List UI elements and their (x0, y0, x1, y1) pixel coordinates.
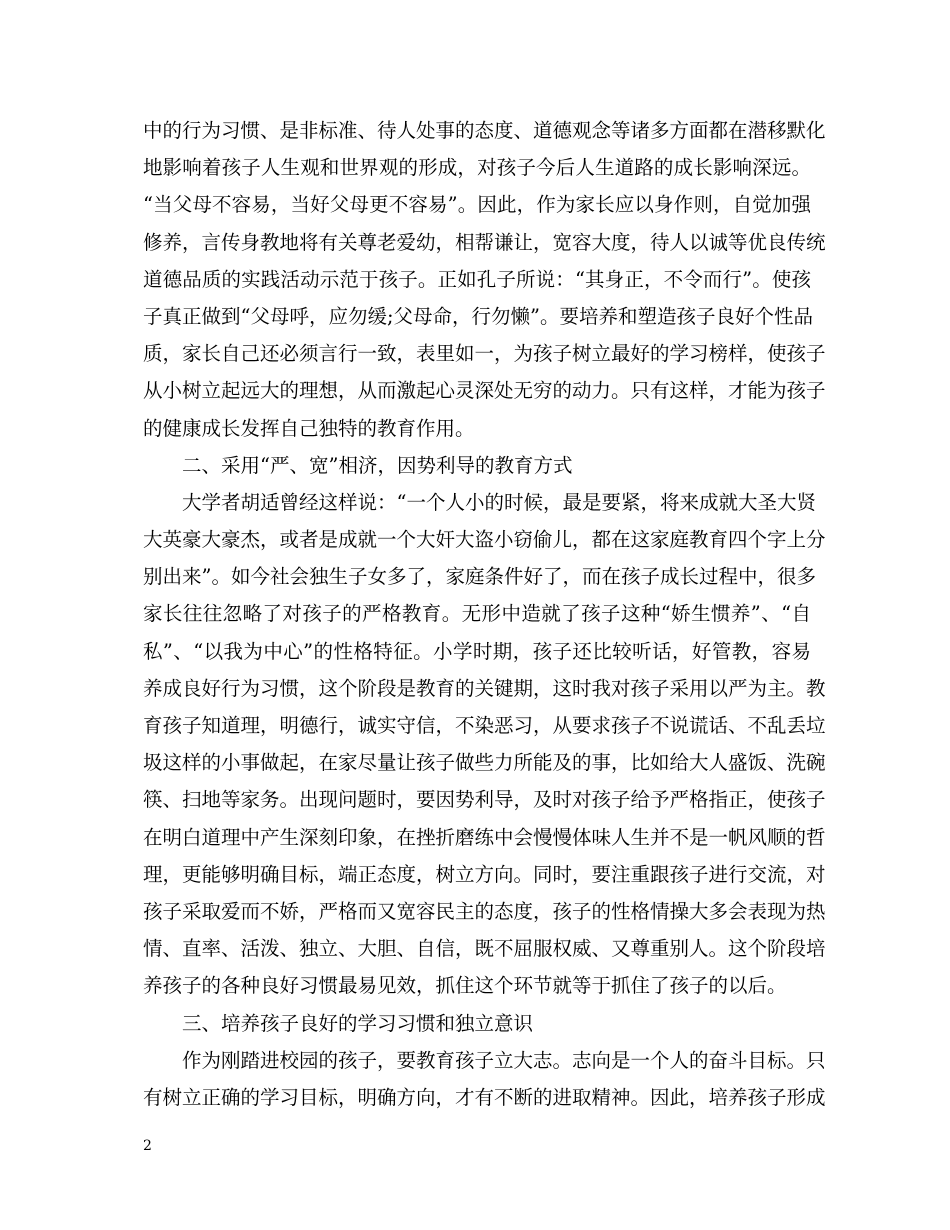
text-line: 大英豪大豪杰，或者是成就一个大奸大盗小窃偷儿，都在这家庭教育四个字上分 (143, 528, 826, 552)
text-line: 作为刚踏进校园的孩子，要教育孩子立大志。志向是一个人的奋斗目标。只 (182, 1048, 826, 1072)
page-number: 2 (143, 1138, 152, 1154)
text-line: 道德品质的实践活动示范于孩子。正如孔子所说：“其身正，不令而行”。使孩 (143, 267, 811, 291)
text-line: 在明白道理中产生深刻印象，在挫折磨练中会慢慢体味人生并不是一帆风顺的哲 (143, 825, 826, 849)
text-line: 的健康成长发挥自己独特的教育作用。 (143, 416, 475, 440)
text-line: 孩子采取爱而不娇，严格而又宽容民主的态度，孩子的性格情操大多会表现为热 (143, 899, 826, 923)
text-line: 养成良好行为习惯，这个阶段是教育的关键期，这时我对孩子采用以严为主。教 (143, 676, 826, 700)
text-line: 子真正做到“父母呼，应勿缓;父母命，行勿懒”。要培养和塑造孩子良好个性品 (143, 304, 814, 328)
body-text (143, 112, 826, 1116)
text-line: 养孩子的各种良好习惯最易见效，抓住这个环节就等于抓住了孩子的以后。 (143, 974, 787, 998)
text-line: 中的行为习惯、是非标准、待人处事的态度、道德观念等诸多方面都在潜移默化 (143, 119, 826, 142)
section-heading: 二、采用“严、宽”相济，因势利导的教育方式 (182, 453, 573, 477)
text-line: 别出来”。如今社会独生子女多了，家庭条件好了，而在孩子成长过程中，很多 (143, 565, 816, 589)
text-line: 圾这样的小事做起，在家尽量让孩子做些力所能及的事，比如给大人盛饭、洗碗 (143, 751, 826, 775)
text-line: 大学者胡适曾经这样说：“一个人小的时候，最是要紧，将来成就大圣大贤 (182, 490, 816, 514)
text-line: 私”、“以我为中心”的性格特征。小学时期，孩子还比较听话，好管教，容易 (143, 639, 811, 663)
text-line: 从小树立起远大的理想，从而激起心灵深处无穷的动力。只有这样，才能为孩子 (143, 379, 826, 403)
text-line: 有树立正确的学习目标，明确方向，才有不断的进取精神。因此，培养孩子形成 (143, 1085, 826, 1109)
text-line: 理，更能够明确目标，端正态度，树立方向。同时，要注重跟孩子进行交流，对 (143, 862, 826, 886)
text-line: “当父母不容易，当好父母更不容易”。因此，作为家长应以身作则，自觉加强 (143, 193, 811, 217)
text-line: 育孩子知道理，明德行，诚实守信，不染恶习，从要求孩子不说谎话、不乱丢垃 (143, 714, 826, 737)
text-line: 家长往往忽略了对孩子的严格教育。无形中造就了孩子这种“娇生惯养”、“自 (143, 602, 811, 626)
section-heading: 三、培养孩子良好的学习习惯和独立意识 (182, 1011, 534, 1035)
text-line: 情、直率、活泼、独立、大胆、自信，既不屈服权威、又尊重别人。这个阶段培 (143, 937, 826, 961)
text-line: 修养，言传身教地将有关尊老爱幼，相帮谦让，宽容大度，待人以诚等优良传统 (143, 230, 826, 254)
text-line: 地影响着孩子人生观和世界观的形成，对孩子今后人生道路的成长影响深远。 (143, 156, 811, 180)
text-line: 质，家长自己还必须言行一致，表里如一，为孩子树立最好的学习榜样，使孩子 (143, 342, 826, 366)
text-line: 筷、扫地等家务。出现问题时，要因势利导，及时对孩子给予严格指正，使孩子 (143, 788, 826, 812)
